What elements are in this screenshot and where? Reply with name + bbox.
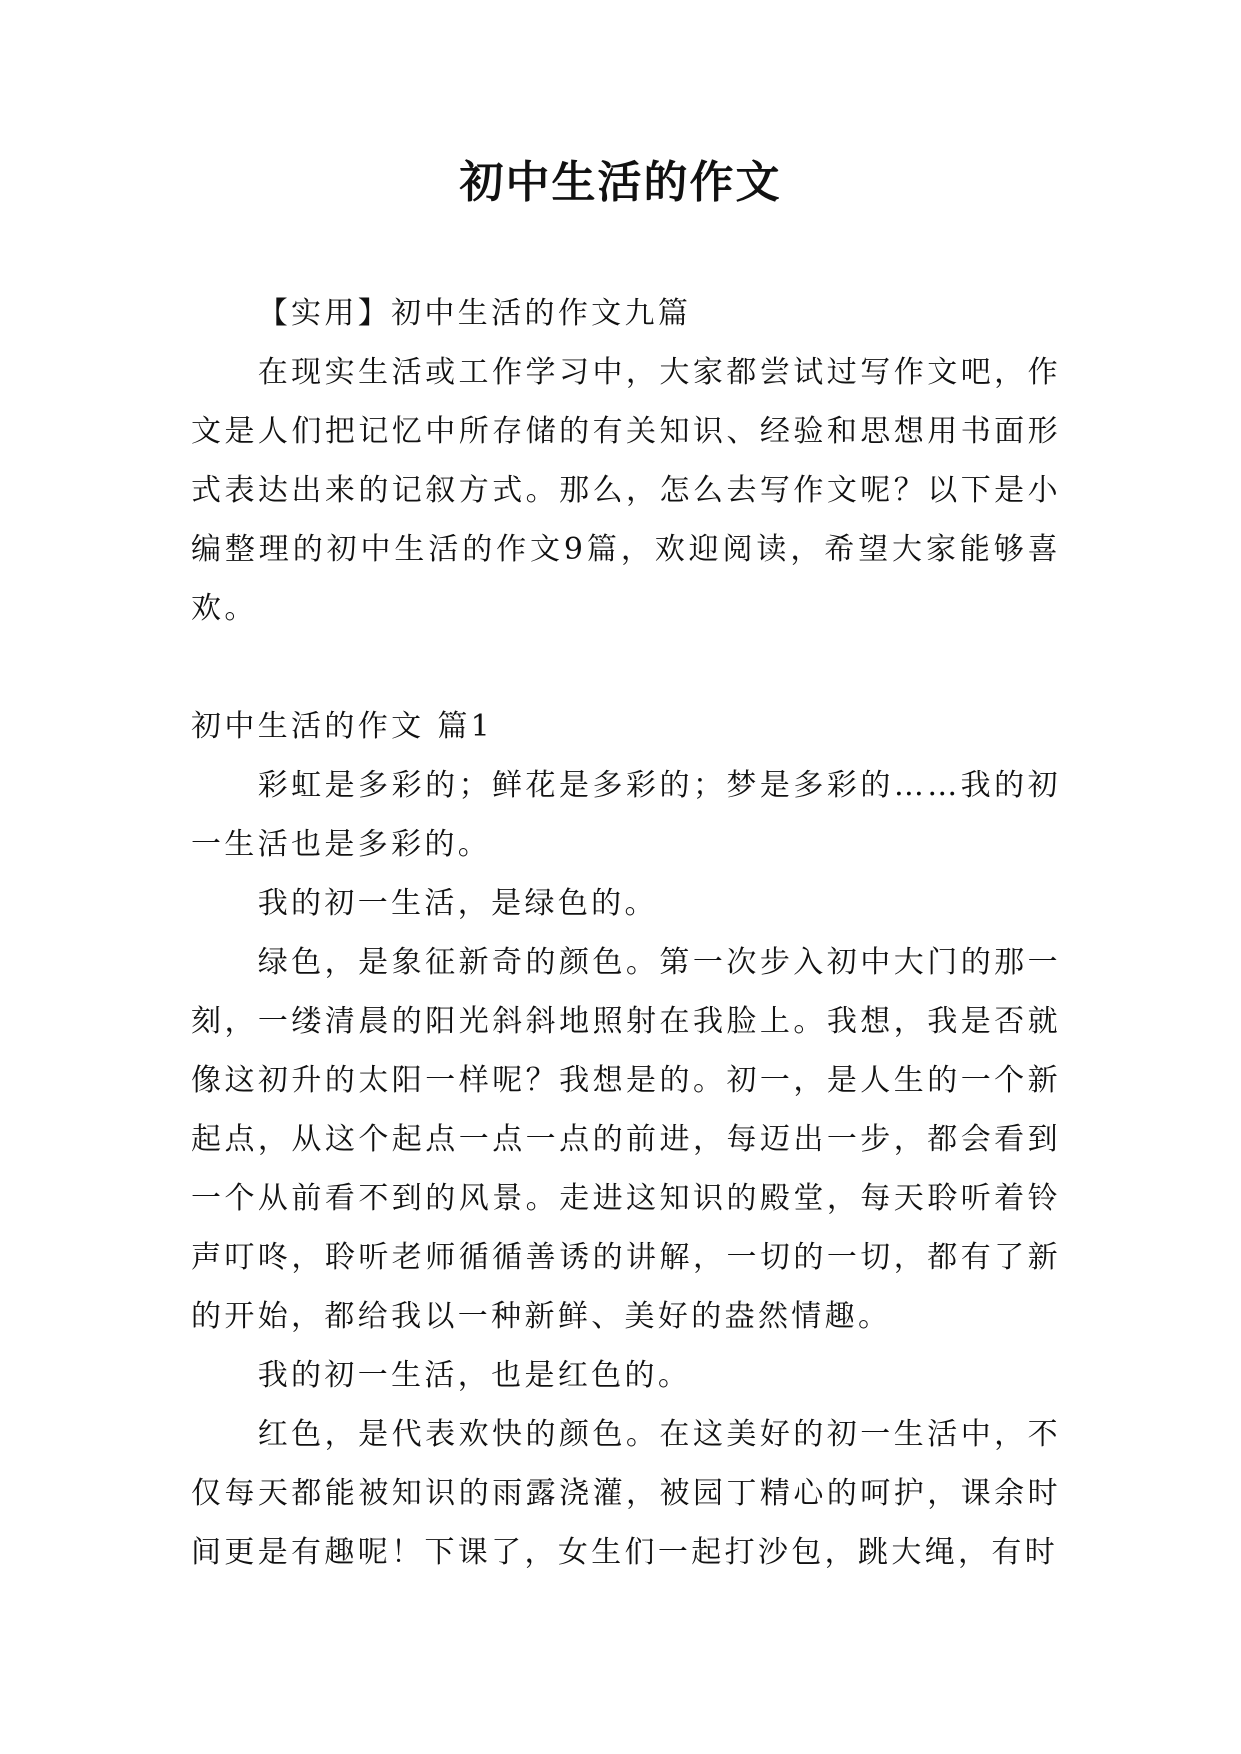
- section-paragraph: 我的初一生活，也是红色的。: [257, 1358, 692, 1393]
- page-title: 初中生活的作文: [459, 157, 782, 208]
- section-paragraph: 绿色，是象征新奇的颜色。第一次步入初中大门的那一刻，一缕清晨的阳光斜斜地照射在我脸上。我想，我是否就像这初升的太阳一样呢？我想是的。初一，是人生的一个新起点，从这个起点一点一点的前进，每迈出一步，都会看到一个从前看不到的风景。走进这知识的殿堂，每天聆听着铃声叮咚，聆听老师循循善诱的讲解，一切的一切，都有了新的开始，都给我以一种新鲜、美好的盎然情趣。: [191, 945, 1061, 1334]
- intro-paragraph: 在现实生活或工作学习中，大家都尝试过写作文吧，作文是人们把记忆中所存储的有关知识、经验和思想用书面形式表达出来的记叙方式。那么，怎么去写作文呢？以下是小编整理的初中生活的作文9篇，欢迎阅读，希望大家能够喜欢。: [191, 355, 1061, 626]
- section-paragraph: 我的初一生活，是绿色的。: [257, 886, 658, 921]
- section-paragraph: 彩虹是多彩的；鲜花是多彩的；梦是多彩的……我的初一生活也是多彩的。: [191, 768, 1061, 862]
- intro-label: 【实用】初中生活的作文九篇: [257, 296, 692, 331]
- section-heading: 初中生活的作文 篇1: [191, 709, 494, 744]
- document-body: [191, 284, 1061, 1582]
- section-paragraph: 红色，是代表欢快的颜色。在这美好的初一生活中，不仅每天都能被知识的雨露浇灌，被园丁精心的呵护，课余时间更是有趣呢！下课了，女生们一起打沙包，跳大绳，有时: [191, 1417, 1061, 1570]
- blank-line: [191, 638, 1061, 697]
